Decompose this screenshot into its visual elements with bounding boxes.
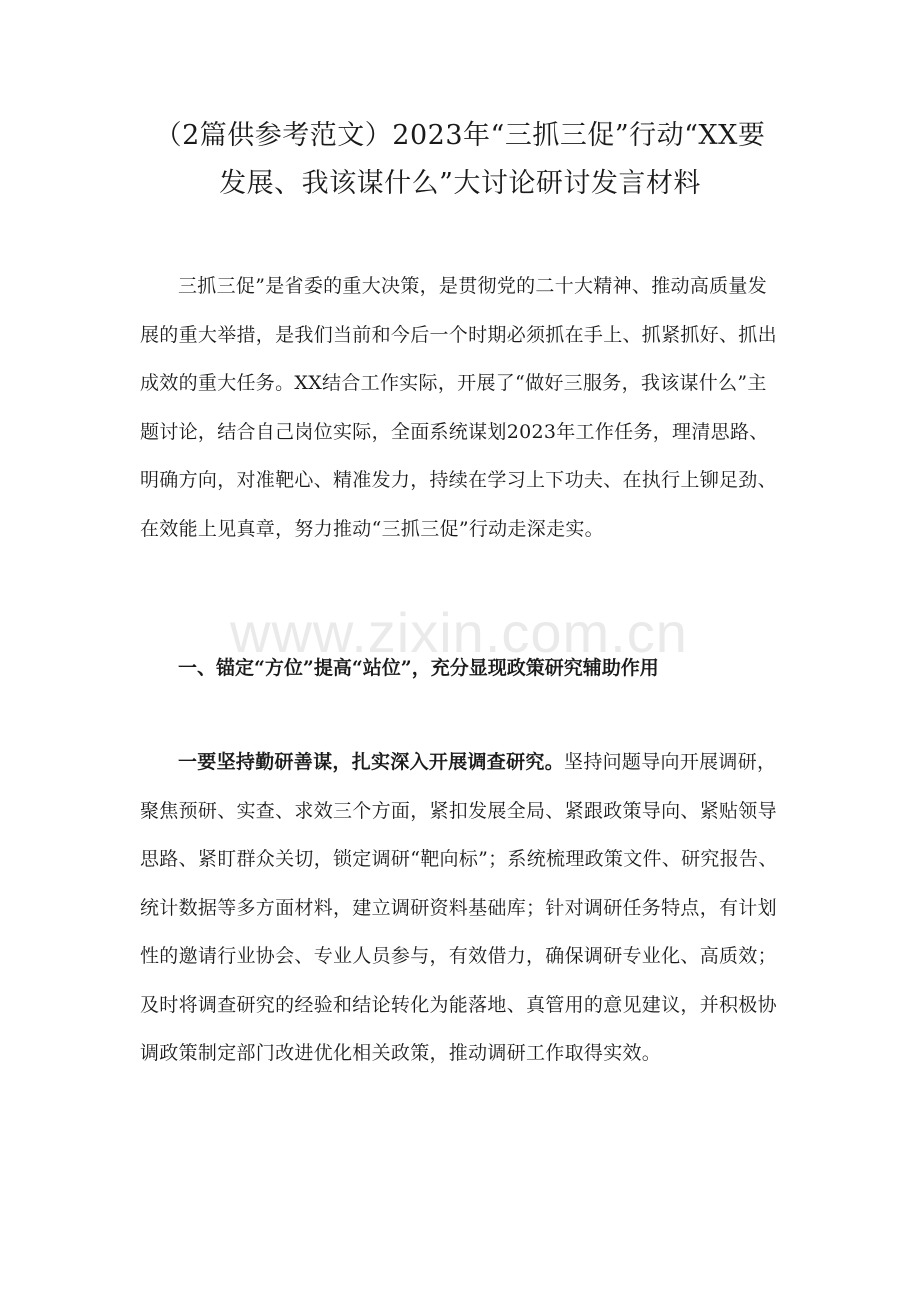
intro-paragraph	[140, 262, 780, 553]
title-line-1: （2篇供参考范文）2023年“三抓三促”行动“XX要	[154, 120, 766, 151]
paragraph-lead: 一要坚持勤研善谋，扎实深入开展调查研究。	[178, 751, 565, 773]
intro-text: 三抓三促”是省委的重大决策，是贯彻党的二十大精神、推动高质量发展的重大举措，是我们当前和今后一个时期必须抓在手上、抓紧抓好、抓出成效的重大任务。XX结合工作实际，开展了“做好三服务，我该谋什么”主题讨论，结合自己岗位实际，全面系统谋划2023年工作任务，理清思路、明确方向，对准靶心、精准发力，持续在学习上下功夫、在执行上铆足劲、在效能上见真章，努力推动“三抓三促”行动走深走实。	[140, 275, 777, 540]
section-paragraph-text	[140, 738, 780, 1078]
paragraph-body: 坚持问题导向开展调研，聚焦预研、实查、求效三个方面，紧扣发展全局、紧跟政策导向、紧贴领导思路、紧盯群众关切，锁定调研“靶向标”；系统梳理政策文件、研究报告、统计数据等多方面材料，建立调研资料基础库；针对调研任务特点，有计划性的邀请行业协会、专业人员参与，有效借力，确保调研专业化、高质效；及时将调查研究的经验和结论转化为能落地、真管用的意见建议，并积极协调政策制定部门改进优化相关政策，推动调研工作取得实效。	[140, 751, 778, 1064]
watermark: www.zixin.com.cn	[230, 601, 688, 664]
section-paragraph-1	[140, 738, 780, 1078]
title-line-2: 发展、我该谋什么”大讨论研讨发言材料	[219, 168, 701, 199]
document-title	[120, 112, 800, 208]
section-heading-1: 一、锚定“方位”提高“站位”，充分显现政策研究辅助作用	[178, 657, 659, 679]
